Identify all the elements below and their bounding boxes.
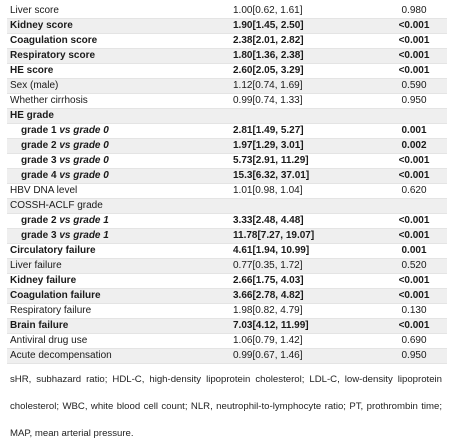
row-label xyxy=(7,334,230,349)
p-value: <0.001 xyxy=(378,49,447,64)
shr-ci-value: 1.90[1.45, 2.50] xyxy=(230,19,378,34)
shr-ci-value: 1.06[0.79, 1.42] xyxy=(230,334,378,349)
row-label-text: Kidney score xyxy=(10,20,73,32)
table-row xyxy=(7,139,447,154)
p-value xyxy=(378,199,447,214)
table-row xyxy=(7,229,447,244)
row-label-text: Circulatory failure xyxy=(10,245,96,257)
shr-ci-value: 15.3[6.32, 37.01] xyxy=(230,169,378,184)
row-label-comparison: vs grade 1 xyxy=(59,230,109,242)
row-label xyxy=(7,289,230,304)
table-footnote: sHR, subhazard ratio; HDL-C, high-density lipoprotein cholesterol; LDL-C, low-density lipoprotein cholesterol; WBC, white blood cell count; NLR, neutrophil-to-lymphocyte ratio; PT, prothrombin time; MAP, mean arterial pressure. xyxy=(10,374,442,439)
row-label xyxy=(7,64,230,79)
row-label-text: Liver failure xyxy=(10,260,62,272)
shr-ci-value: 1.00[0.62, 1.61] xyxy=(230,4,378,19)
table-row xyxy=(7,274,447,289)
shr-ci-value: 3.33[2.48, 4.48] xyxy=(230,214,378,229)
row-label-text: HE grade xyxy=(10,110,54,122)
row-label-text: Acute decompensation xyxy=(10,350,112,362)
p-value: <0.001 xyxy=(378,19,447,34)
shr-results-table xyxy=(7,4,447,364)
shr-ci-value: 2.81[1.49, 5.27] xyxy=(230,124,378,139)
p-value: <0.001 xyxy=(378,214,447,229)
row-label xyxy=(7,4,230,19)
p-value: 0.980 xyxy=(378,4,447,19)
p-value: 0.620 xyxy=(378,184,447,199)
row-label-text: grade 2 xyxy=(21,215,60,227)
shr-ci-value: 2.60[2.05, 3.29] xyxy=(230,64,378,79)
table-row xyxy=(7,199,447,214)
table-row xyxy=(7,109,447,124)
row-label-text: Coagulation failure xyxy=(10,290,101,302)
shr-ci-value: 3.66[2.78, 4.82] xyxy=(230,289,378,304)
p-value: <0.001 xyxy=(378,154,447,169)
row-label xyxy=(7,259,230,274)
row-label xyxy=(7,199,230,214)
table-row xyxy=(7,49,447,64)
table-row xyxy=(7,244,447,259)
table-row xyxy=(7,4,447,19)
row-label-text: grade 2 xyxy=(21,140,60,152)
row-label-text: HE score xyxy=(10,65,54,77)
shr-ci-value xyxy=(230,109,378,124)
row-label-comparison: vs grade 0 xyxy=(59,170,109,182)
shr-ci-value: 2.38[2.01, 2.82] xyxy=(230,34,378,49)
results-table-container xyxy=(7,4,447,364)
p-value: <0.001 xyxy=(378,289,447,304)
table-row xyxy=(7,349,447,364)
row-label xyxy=(7,34,230,49)
table-row xyxy=(7,94,447,109)
table-row xyxy=(7,19,447,34)
shr-ci-value: 7.03[4.12, 11.99] xyxy=(230,319,378,334)
row-label xyxy=(7,349,230,364)
shr-ci-value: 2.66[1.75, 4.03] xyxy=(230,274,378,289)
row-label xyxy=(7,214,230,229)
row-label xyxy=(7,109,230,124)
row-label-text: grade 3 xyxy=(21,230,60,242)
p-value: 0.130 xyxy=(378,304,447,319)
row-label xyxy=(7,304,230,319)
shr-ci-value: 1.12[0.74, 1.69] xyxy=(230,79,378,94)
p-value: <0.001 xyxy=(378,169,447,184)
row-label xyxy=(7,154,230,169)
row-label-comparison: vs grade 0 xyxy=(59,125,109,137)
p-value: 0.690 xyxy=(378,334,447,349)
table-row xyxy=(7,319,447,334)
shr-ci-value: 0.77[0.35, 1.72] xyxy=(230,259,378,274)
row-label xyxy=(7,49,230,64)
row-label xyxy=(7,229,230,244)
table-row xyxy=(7,154,447,169)
row-label-text: grade 3 xyxy=(21,155,60,167)
row-label-text: Coagulation score xyxy=(10,35,98,47)
row-label-comparison: vs grade 0 xyxy=(59,140,109,152)
table-row xyxy=(7,334,447,349)
row-label xyxy=(7,319,230,334)
p-value: 0.950 xyxy=(378,349,447,364)
table-row xyxy=(7,79,447,94)
table-row xyxy=(7,289,447,304)
row-label-text: COSSH-ACLF grade xyxy=(10,200,103,212)
table-row xyxy=(7,64,447,79)
table-row xyxy=(7,124,447,139)
table-row xyxy=(7,259,447,274)
row-label-text: Sex (male) xyxy=(10,80,59,92)
row-label xyxy=(7,244,230,259)
p-value: <0.001 xyxy=(378,34,447,49)
row-label-text: Liver score xyxy=(10,5,59,17)
row-label xyxy=(7,184,230,199)
row-label-text: grade 4 xyxy=(21,170,60,182)
table-row xyxy=(7,184,447,199)
shr-ci-value: 1.80[1.36, 2.38] xyxy=(230,49,378,64)
shr-ci-value: 1.97[1.29, 3.01] xyxy=(230,139,378,154)
shr-ci-value: 4.61[1.94, 10.99] xyxy=(230,244,378,259)
p-value: 0.590 xyxy=(378,79,447,94)
row-label-comparison: vs grade 1 xyxy=(59,215,109,227)
row-label-text: Respiratory failure xyxy=(10,305,92,317)
p-value: 0.950 xyxy=(378,94,447,109)
table-row xyxy=(7,169,447,184)
row-label-text: HBV DNA level xyxy=(10,185,78,197)
row-label xyxy=(7,19,230,34)
p-value: <0.001 xyxy=(378,64,447,79)
row-label xyxy=(7,274,230,289)
p-value: <0.001 xyxy=(378,319,447,334)
shr-ci-value xyxy=(230,199,378,214)
row-label-comparison: vs grade 0 xyxy=(59,155,109,167)
p-value: 0.001 xyxy=(378,244,447,259)
shr-ci-value: 5.73[2.91, 11.29] xyxy=(230,154,378,169)
p-value: 0.002 xyxy=(378,139,447,154)
row-label xyxy=(7,94,230,109)
shr-ci-value: 1.01[0.98, 1.04] xyxy=(230,184,378,199)
row-label-text: Kidney failure xyxy=(10,275,77,287)
p-value: 0.001 xyxy=(378,124,447,139)
shr-ci-value: 0.99[0.67, 1.46] xyxy=(230,349,378,364)
row-label xyxy=(7,124,230,139)
shr-ci-value: 0.99[0.74, 1.33] xyxy=(230,94,378,109)
shr-ci-value: 1.98[0.82, 4.79] xyxy=(230,304,378,319)
table-row xyxy=(7,34,447,49)
table-body xyxy=(7,4,447,364)
p-value: <0.001 xyxy=(378,229,447,244)
row-label-text: grade 1 xyxy=(21,125,60,137)
shr-ci-value: 11.78[7.27, 19.07] xyxy=(230,229,378,244)
table-row xyxy=(7,304,447,319)
row-label xyxy=(7,139,230,154)
row-label-text: Antiviral drug use xyxy=(10,335,88,347)
p-value xyxy=(378,109,447,124)
row-label xyxy=(7,169,230,184)
row-label-text: Whether cirrhosis xyxy=(10,95,88,107)
row-label-text: Respiratory score xyxy=(10,50,96,62)
table-row xyxy=(7,214,447,229)
p-value: <0.001 xyxy=(378,274,447,289)
p-value: 0.520 xyxy=(378,259,447,274)
row-label xyxy=(7,79,230,94)
row-label-text: Brain failure xyxy=(10,320,69,332)
